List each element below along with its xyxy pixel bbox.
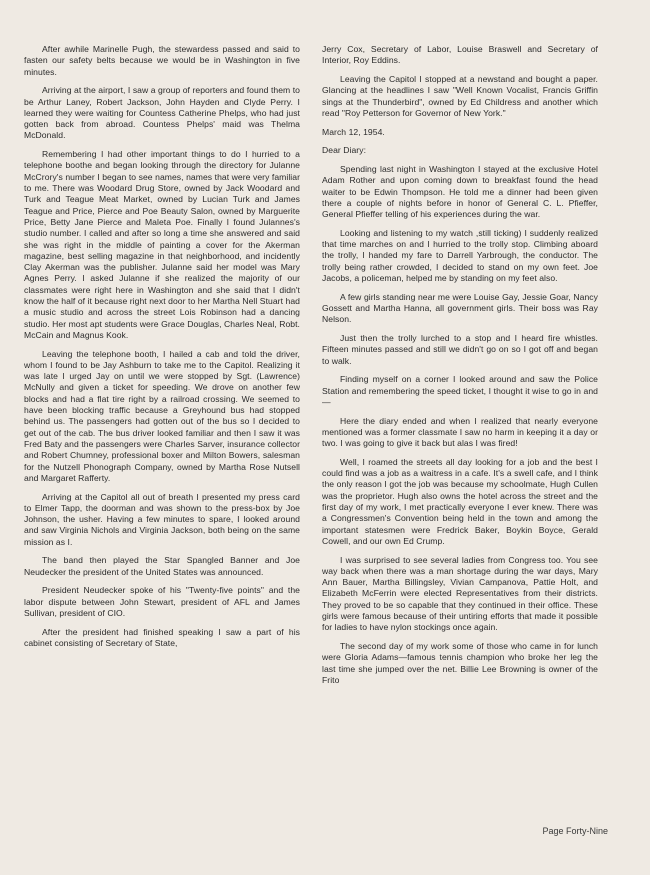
paragraph: I was surprised to see several ladies from Congress too. You see way back when there was a man shortage during the war days, Mary Ann Bauer, Martha Billingsley, Vivian Campanova, Pattie Holt, and Elizabeth McFerrin were elected Representatives from their districts. They proved to be so capable that they continued in their office. These girls were famous because of their untiring efforts that made it possible for ladies to have nylon stockings once again. xyxy=(322,554,598,633)
paragraph: A few girls standing near me were Louise Gay, Jessie Goar, Nancy Gossett and Martha Hanna, all government girls. Their boss was Ray Nelson. xyxy=(322,291,598,325)
paragraph: Arriving at the Capitol all out of breath I presented my press card to Elmer Tapp, the doorman and was shown to the press-box by Joe Johnson, the usher. Having a few minutes to spare, I looked around and saw Virginia Nichols and Virginia Jackson, both being on the same mission as I. xyxy=(24,491,300,547)
paragraph: Arriving at the airport, I saw a group of reporters and found them to be Arthur Laney, Robert Jackson, John Hayden and Clyde Perry. I learned they were waiting for Countess Catherine Phelps, who had just gotten back from abroad. Countess Phelps' maid was Thelma McDonald. xyxy=(24,85,300,141)
paragraph: The band then played the Star Spangled Banner and Joe Neudecker the president of the United States was announced. xyxy=(24,555,300,577)
paragraph: The second day of my work some of those who came in for lunch were Gloria Adams—famous tennis champion who broke her leg the last time she jumped over the net. Billie Lee Browning is owner of the Frito xyxy=(322,641,598,685)
paragraph: Just then the trolly lurched to a stop and I heard fire whistles. Fifteen minutes passed and still we didn't go on so I got off and began to walk. xyxy=(322,332,598,366)
diary-date: March 12, 1954. xyxy=(322,126,385,137)
diary-salutation: Dear Diary: xyxy=(322,145,367,156)
page-number: Page Forty-Nine xyxy=(542,826,608,836)
paragraph: Spending last night in Washington I stayed at the exclusive Hotel Adam Rother and upon coming down to breakfast found the head waiter to be Edwin Thompson. He told me a dinner had been given there a couple of nights before in honor of General C. L. Pfieffer, General Pfieffer telling of his experiences during the war. xyxy=(322,163,598,220)
right-column xyxy=(322,44,598,694)
paragraph: After the president had finished speaking I saw a part of his cabinet consisting of Secretary of State, xyxy=(24,626,300,648)
paragraph: After awhile Marinelle Pugh, the stewardess passed and said to fasten our safety belts because we would be in Washington in five minutes. xyxy=(24,44,300,77)
paragraph: Finding myself on a corner I looked around and saw the Police Station and remembering the speed ticket, I thought it wise to go in and— xyxy=(322,374,598,407)
paragraph: Remembering I had other important things to do I hurried to a telephone boothe and began looking through the directory for Julanne McCrory's number I began to see names, names that were very familiar to me. There was Woodard Drug Store, owned by Jack Woodard and Turk and Teague Meat Market, owned by Lucian Turk and James Teague and Price, Pierce and Poe Beauty Salon, owned by Marguerite Price, Betty Jane Pierce and Maleta Poe. Finally I found Julannes's studio number. I called and after so long a time she answered and said she was right in the middle of painting a cover for the Akerman magazine, best selling magazine in that neighborhood, and incidently Clay Akerman was the publisher. Julanne said her model was Mary Agnes Perry. I asked Julanne if she realized the majority of our classmates were right here in Washington and she said that I didn't know the half of it because right next door to her Martha Nell Stuart had a music studio and across the street Lois Robinson had a dancing studio. Her most apt students were Grace Douglas, Charles Neal, Robt. McCain and Magnus Kook. xyxy=(24,149,300,340)
paragraph: Leaving the Capitol I stopped at a newstand and bought a paper. Glancing at the headlines I saw "Well Known Vocalist, Francis Griffin sings at the Thunderbird", owned by Ed Childress and another which read "Roy Petterson for Governor of New York." xyxy=(322,73,598,118)
paragraph: Jerry Cox, Secretary of Labor, Louise Braswell and Secretary of Interior, Roy Eddins. xyxy=(322,44,598,66)
paragraph: President Neudecker spoke of his "Twenty-five points" and the labor dispute between John Stewart, president of AFL and James Sullivan, president of CIO. xyxy=(24,585,300,618)
paragraph: Looking and listening to my watch ,still ticking) I suddenly realized that time marches on and I hurried to the trolly stop. Climbing aboard the trolly, I handed my fare to Darrell Yarbrough, the conductor. The trolly being rather crowded, I decided to stand on my own feet. Joe Jacobs, a policeman, helped me by standing on my feet also. xyxy=(322,227,598,283)
paragraph: Well, I roamed the streets all day looking for a job and the best I could find was a job as a waitress in a cafe. It's a swell cafe, and I think the only reason I got the job was because my schoolmate, Hugh Cullen was the proprietor. Hugh also owns the hotel across the street and the first day of my work, I met practically everyone I ever knew. There was a Congressmen's Convention being held in the town and among the important statesmen were Fredrick Baker, Boykin Boyce, Gerald Cowell, and our own Ed Crump. xyxy=(322,456,598,546)
left-column xyxy=(24,44,300,657)
paragraph: Leaving the telephone booth, I hailed a cab and told the driver, whom I found to be Jay Ashburn to take me to the Capitol. Realizing it was late I urged Jay on until we were stopped by Sgt. (Lawrence) McNully and given a ticket for speeding. We drove on another few blocks and had a flat tire right by a railroad crossing. We seemed to have been blocking traffic because a Greyhound bus had stopped behind us. The passengers had gotten out of the bus so I decided to get out of the cab. The bus driver looked familiar and then I saw it was Fred Baty and the passengers were Charles Sarver, insurance collector and Robert Chumney, professional boxer and Milton Bowers, salesman for the Nutzell Phonograph Company, owned by Martha Rose Nutsell and Margaret Rafferty. xyxy=(24,348,300,483)
paragraph: Here the diary ended and when I realized that nearly everyone mentioned was a former classmate I saw no harm in keeping it a day or two. I was going to give it back but alas I was fired! xyxy=(322,415,598,449)
